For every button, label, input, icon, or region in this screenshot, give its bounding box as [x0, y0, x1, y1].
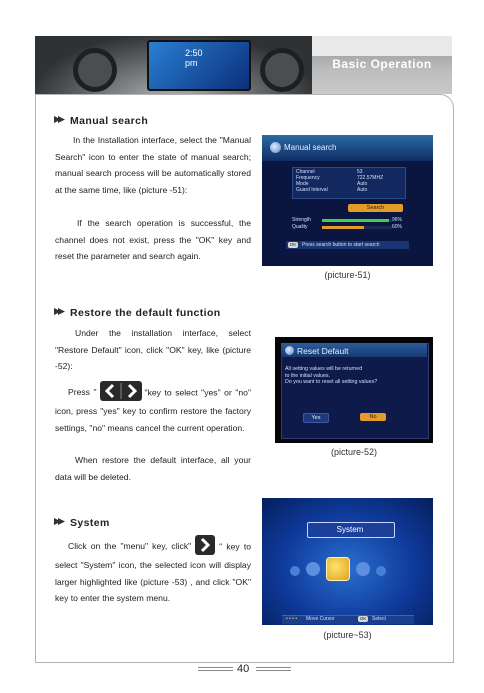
right-vent-icon — [260, 48, 304, 92]
quality-percent: 60% — [392, 224, 403, 230]
nav-dots-icon: • • • • — [286, 616, 298, 622]
system-para1-b: " key to select "System" icon, the selected icon will display larger highlighted like (picture -53) , and click "OK" key to enter the system menu. — [55, 541, 251, 603]
manual-search-screen — [262, 135, 433, 266]
system-heading — [54, 517, 110, 529]
left-right-keys-icon — [100, 381, 142, 401]
manual-search-para1: In the Installation interface, select the "Manual Search" icon to enter the state of manual search; manual search process will be automatically stored at the same time, like (picture -51): — [55, 135, 251, 195]
yes-button[interactable]: Yes — [303, 413, 329, 423]
system-screen-title: System — [336, 525, 364, 534]
reset-default-screen — [275, 337, 433, 443]
left-vent-icon — [73, 48, 117, 92]
page-number: 40 — [237, 663, 250, 675]
bullet-arrow-icon — [54, 307, 66, 316]
strength-bar — [322, 219, 392, 222]
menu-icon — [376, 566, 386, 576]
photo-ampm: pm — [185, 58, 198, 68]
menu-icon — [306, 562, 320, 576]
restore-para2 — [55, 383, 251, 436]
right-key-icon — [195, 535, 215, 555]
search-param-labels: Channel Frequency Mode Guard Interval — [296, 169, 328, 193]
restore-para2-a: Press " — [68, 387, 97, 398]
strength-percent: 96% — [392, 217, 403, 223]
caption-51: (picture-51) — [324, 270, 371, 280]
manual-search-screen-title: Manual search — [284, 143, 337, 152]
search-param-values: 53 722.57MHZ Auto Auto — [357, 169, 384, 193]
caption-53: (picture~53) — [323, 630, 372, 640]
manual-search-heading-text: Manual search — [70, 115, 149, 127]
page-title: Basic Operation — [332, 57, 432, 71]
reset-message: All setting values will be returned to the initial values. Do you want to reset all setting values? — [285, 366, 378, 385]
select-label: Select — [372, 616, 386, 622]
system-para1 — [55, 537, 251, 607]
satellite-icon — [270, 142, 281, 153]
restore-para3: When restore the default interface, all your data will be deleted. — [55, 455, 251, 482]
move-cursor-label: Move Cursor — [306, 616, 335, 622]
satellite-icon — [285, 346, 294, 355]
ok-key-hint: OK — [359, 616, 367, 621]
bullet-arrow-icon — [54, 115, 66, 124]
restore-para1: Under the installation interface, select "Restore Default" icon, click "OK" key, like (picture -52): — [55, 328, 251, 371]
system-heading-text: System — [70, 517, 110, 529]
strength-label: Strength — [292, 217, 311, 223]
restore-heading — [54, 307, 221, 319]
quality-label: Quality — [292, 224, 308, 230]
system-gear-icon[interactable] — [326, 557, 350, 581]
footer-rule-right — [256, 667, 291, 668]
menu-icon — [356, 562, 370, 576]
reset-default-title: Reset Default — [297, 346, 349, 356]
restore-heading-text: Restore the default function — [70, 307, 221, 319]
manual-search-heading — [54, 115, 148, 127]
no-button[interactable]: No — [360, 413, 386, 421]
system-para1-a: Click on the "menu" key, click" — [68, 541, 192, 552]
search-button[interactable]: Search — [348, 204, 403, 212]
manual-search-para2: If the search operation is successful, the channel does not exist, press the "OK" key and reset the parameter and search again. — [55, 218, 251, 261]
search-hint: Press search button to start search — [302, 242, 380, 248]
restore-para2-b: "key to select "yes" or "no" icon, press "yes" key to confirm restore the factory settings, "no" means cancel the current operation. — [55, 387, 251, 433]
caption-52: (picture-52) — [330, 447, 377, 457]
photo-time: 2:50 — [185, 48, 203, 58]
footer-rule-left — [198, 667, 233, 668]
menu-icon — [290, 566, 300, 576]
quality-bar — [322, 226, 392, 229]
system-menu-screen — [262, 498, 433, 625]
bullet-arrow-icon — [54, 517, 66, 526]
ok-key-hint: OK — [289, 242, 297, 247]
header-photo — [35, 36, 312, 94]
